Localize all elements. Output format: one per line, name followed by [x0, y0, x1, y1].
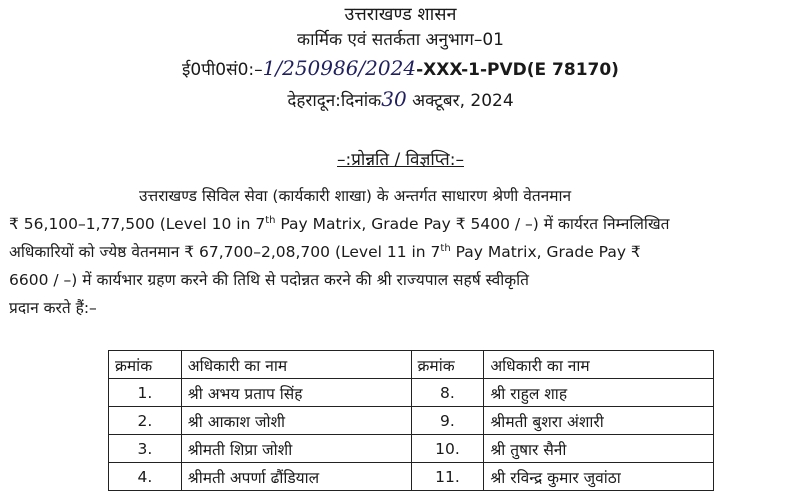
- body-line-3-a: अधिकारियों को ज्येष्ठ वेतनमान ₹ 67,700–2,08,700 (Level 11 in 7: [9, 243, 441, 261]
- header-name-1: अधिकारी का नाम: [181, 351, 411, 379]
- notification-subject: [0, 147, 801, 170]
- body-line-2-sup: th: [265, 214, 276, 226]
- ref-handwritten: 1/250986/2024: [262, 56, 417, 80]
- officer-name-cell: श्रीमती अपर्णा ढौंडियाल: [181, 463, 411, 491]
- officer-name-cell: श्री आकाश जोशी: [181, 407, 411, 435]
- body-line-2: [9, 210, 789, 238]
- officer-name-cell: श्रीमती शिप्रा जोशी: [181, 435, 411, 463]
- body-line-3-sup: th: [440, 242, 451, 254]
- body-line-2-b: Pay Matrix, Grade Pay ₹ 5400 / –) में कार्यरत निम्नलिखित: [275, 215, 670, 233]
- header-serial-1: क्रमांक: [109, 351, 182, 379]
- header-serial-2: क्रमांक: [411, 351, 484, 379]
- date-suffix: अक्टूबर, 2024: [406, 91, 514, 111]
- table-row: [109, 463, 714, 491]
- officer-name-cell: श्रीमती बुशरा अंशारी: [484, 407, 714, 435]
- subject-text: –:प्रोन्नति / विज्ञप्ति:–: [337, 150, 464, 170]
- department-heading: कार्मिक एवं सतर्कता अनुभाग–01: [297, 30, 504, 50]
- officer-name-cell: श्री तुषार सैनी: [484, 435, 714, 463]
- serial-cell: 1.: [109, 379, 182, 407]
- body-line-4: 6600 / –) में कार्यभार ग्रहण करने की तिथि से पदोन्नत करने की श्री राज्यपाल सहर्ष स्वीकृति: [9, 271, 530, 289]
- body-line-5: प्रदान करते हैं:–: [9, 299, 97, 317]
- date-prefix: देहरादून:दिनांक: [287, 91, 382, 111]
- header-name-2: अधिकारी का नाम: [484, 351, 714, 379]
- serial-cell: 8.: [411, 379, 484, 407]
- officer-name-cell: श्री राहुल शाह: [484, 379, 714, 407]
- body-line-2-a: ₹ 56,100–1,77,500 (Level 10 in 7: [9, 215, 266, 233]
- serial-cell: 9.: [411, 407, 484, 435]
- officers-table: [108, 350, 714, 491]
- body-line-3: [9, 238, 789, 266]
- table-header-row: [109, 351, 714, 379]
- serial-cell: 3.: [109, 435, 182, 463]
- body-line-3-b: Pay Matrix, Grade Pay ₹: [450, 243, 641, 261]
- ref-prefix: ई0पी0सं0:–: [182, 60, 263, 80]
- date-day-handwritten: 30: [381, 87, 407, 111]
- table-row: [109, 435, 714, 463]
- ref-suffix: -XXX-1-PVD(E 78170): [416, 60, 619, 80]
- serial-cell: 4.: [109, 463, 182, 491]
- reference-number: [0, 56, 801, 80]
- table-row: [109, 379, 714, 407]
- body-line-1: उत्तराखण्ड सिविल सेवा (कार्यकारी शाखा) के अन्तर्गत साधारण श्रेणी वेतनमान: [139, 187, 572, 205]
- serial-cell: 10.: [411, 435, 484, 463]
- officer-name-cell: श्री अभय प्रताप सिंह: [181, 379, 411, 407]
- officer-name-cell: श्री रविन्द्र कुमार जुवांठा: [484, 463, 714, 491]
- serial-cell: 2.: [109, 407, 182, 435]
- table-row: [109, 407, 714, 435]
- govt-heading: उत्तराखण्ड शासन: [344, 4, 457, 25]
- serial-cell: 11.: [411, 463, 484, 491]
- date-line: [0, 87, 801, 111]
